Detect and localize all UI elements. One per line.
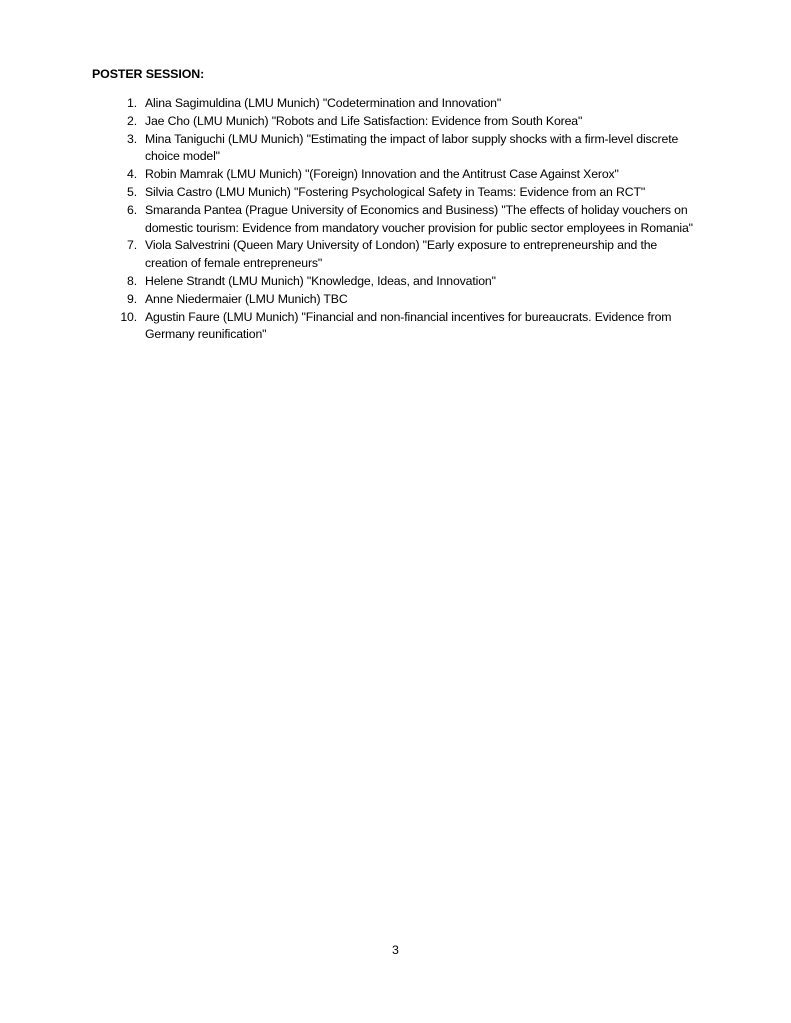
- list-item: [117, 273, 702, 291]
- list-item-number: 1.: [127, 96, 137, 110]
- list-item: [117, 166, 702, 184]
- poster-list: [117, 95, 702, 344]
- list-item-number: 9.: [127, 291, 137, 306]
- page-number: 3: [392, 943, 399, 957]
- list-item-number: 4.: [127, 167, 137, 182]
- list-item-number: 6.: [127, 202, 137, 217]
- list-item-text: Jae Cho (LMU Munich) "Robots and Life Satisfaction: Evidence from South Korea": [145, 113, 583, 128]
- list-item-number: 8.: [127, 273, 137, 288]
- section-heading: POSTER SESSION:: [92, 67, 205, 81]
- list-item-number: 3.: [127, 131, 137, 146]
- list-item-text: Smaranda Pantea (Prague University of Economics and Business) "The effects of holiday vouchers on domestic tourism: Evidence from mandatory voucher provision for public sector employees in Romania": [145, 202, 693, 235]
- list-item: [117, 291, 702, 309]
- list-item-number: 7.: [127, 238, 137, 253]
- list-item-text: Anne Niedermaier (LMU Munich) TBC: [145, 291, 348, 306]
- list-item-number: 5.: [127, 184, 137, 199]
- list-item-number: 10.: [120, 309, 137, 324]
- list-item: [117, 95, 702, 113]
- list-item: [117, 237, 702, 273]
- list-item-number: 2.: [127, 113, 137, 128]
- list-item-text: Agustin Faure (LMU Munich) "Financial and non-financial incentives for bureaucrats. Evidence from Germany reunification": [145, 309, 672, 342]
- list-item: [117, 113, 702, 131]
- list-item-text: Silvia Castro (LMU Munich) "Fostering Psychological Safety in Teams: Evidence from an RCT": [145, 184, 646, 199]
- list-item: [117, 309, 702, 345]
- list-item: [117, 184, 702, 202]
- list-item-text: Mina Taniguchi (LMU Munich) "Estimating the impact of labor supply shocks with a firm-level discrete choice model": [145, 131, 679, 164]
- list-item-text: Alina Sagimuldina (LMU Munich) "Codetermination and Innovation": [145, 96, 502, 110]
- list-item: [117, 202, 702, 238]
- list-item: [117, 131, 702, 167]
- list-item-text: Helene Strandt (LMU Munich) "Knowledge, Ideas, and Innovation": [145, 273, 496, 288]
- list-item-text: Viola Salvestrini (Queen Mary University of London) "Early exposure to entrepreneurship and the creation of female entrepreneurs": [145, 238, 658, 271]
- list-item-text: Robin Mamrak (LMU Munich) "(Foreign) Innovation and the Antitrust Case Against Xerox": [145, 167, 619, 182]
